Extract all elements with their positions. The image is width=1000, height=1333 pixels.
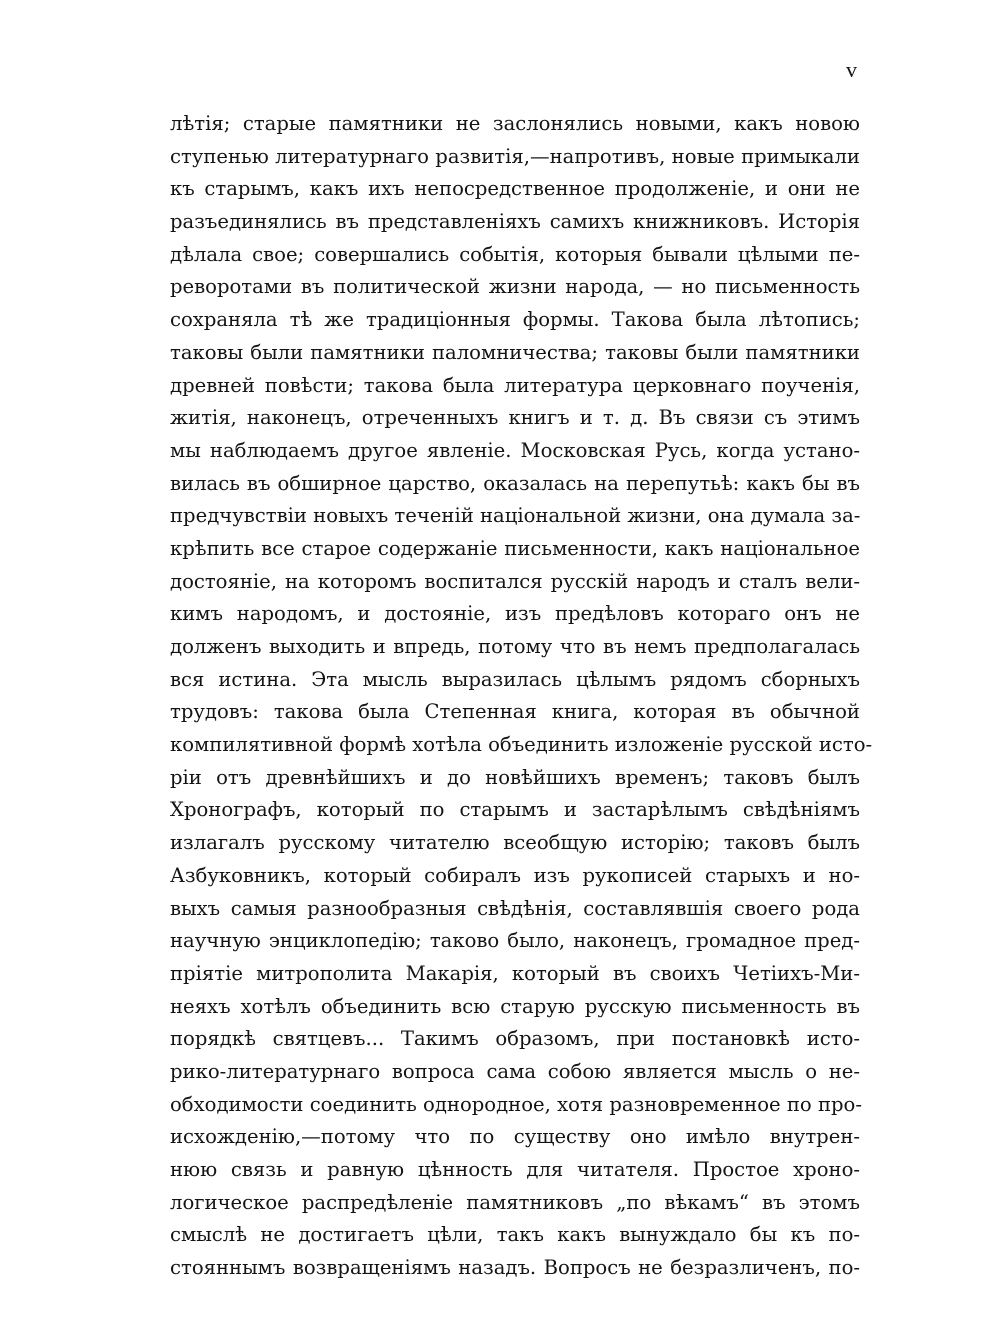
body-text	[170, 108, 873, 1285]
text-line: дѣлала свое; совершались событія, которыя бывали цѣлыми пе-	[170, 242, 860, 266]
text-line: исхожденію,—потому что по существу оно имѣло внутрен-	[170, 1125, 860, 1149]
text-line: Хронографъ, который по старымъ и застарѣлымъ свѣдѣніямъ	[170, 798, 860, 822]
text-line: достояніе, на которомъ воспитался русскій народъ и сталъ вели-	[170, 569, 860, 593]
text-line: сохраняла тѣ же традиціонныя формы. Такова была лѣтопись;	[170, 308, 860, 332]
text-line: ріи отъ древнѣйшихъ и до новѣйшихъ временъ; таковъ былъ	[170, 765, 860, 789]
text-line: разъединялись въ представленіяхъ самихъ книжниковъ. Исторія	[170, 210, 860, 234]
text-line: житія, наконецъ, отреченныхъ книгъ и т. д. Въ связи съ этимъ	[170, 406, 860, 430]
text-line: выхъ самыя разнообразныя свѣдѣнія, составлявшія своего рода	[170, 896, 860, 920]
text-line: ступенью литературнаго развитія,—напротивъ, новые примыкали	[170, 144, 860, 168]
text-line: лѣтія; старые памятники не заслонялись новыми, какъ новою	[170, 112, 860, 135]
text-line: логическое распредѣленіе памятниковъ „по вѣкамъ“ въ этомъ	[170, 1190, 860, 1214]
text-line: таковы были памятники паломничества; таковы были памятники	[170, 340, 860, 364]
text-line: научную энциклопедію; таково было, наконецъ, громадное пред-	[170, 929, 860, 953]
text-line: неяхъ хотѣлъ объединить всю старую русскую письменность въ	[170, 994, 860, 1018]
text-line: стояннымъ возвращеніямъ назадъ. Вопросъ не безразличенъ, по-	[170, 1256, 860, 1280]
text-line: къ старымъ, какъ ихъ непосредственное продолженіе, и они не	[170, 177, 860, 201]
text-line: смыслѣ не достигаетъ цѣли, такъ какъ вынуждало бы къ по-	[170, 1223, 860, 1247]
text-line: рико-литературнаго вопроса сама собою является мысль о не-	[170, 1059, 860, 1083]
text-line: вилась въ обширное царство, оказалась на перепутьѣ: какъ бы въ	[170, 471, 860, 495]
text-line: порядкѣ святцевъ... Такимъ образомъ, при постановкѣ исто-	[170, 1027, 860, 1051]
text-line: мы наблюдаемъ другое явленіе. Московская Русь, когда устано-	[170, 438, 860, 462]
text-line: вся истина. Эта мысль выразилась цѣлымъ рядомъ сборныхъ	[170, 667, 860, 691]
page-number: v	[846, 57, 857, 82]
text-line: обходимости соединить однородное, хотя разновременное по про-	[170, 1092, 862, 1116]
text-line: древней повѣсти; такова была литература церковнаго поученія,	[170, 373, 860, 397]
text-line: нюю связь и равную цѣнность для читателя. Простое хроно-	[170, 1158, 860, 1181]
text-line: крѣпить все старое содержаніе письменности, какъ національное	[170, 536, 860, 560]
text-line: пріятіе митрополита Макарія, который въ своихъ Четіихъ-Ми-	[170, 961, 860, 985]
text-line: компилятивной формѣ хотѣла объединить изложеніе русской исто-	[170, 733, 873, 757]
text-line: долженъ выходить и впредь, потому что въ немъ предполагалась	[170, 635, 860, 658]
text-line: кимъ народомъ, и достояніе, изъ предѣловъ котораго онъ не	[170, 602, 860, 626]
text-line: предчувствіи новыхъ теченій національной жизни, она думала за-	[170, 504, 861, 528]
text-line: реворотами въ политической жизни народа, — но письменность	[170, 275, 860, 299]
text-line: трудовъ: такова была Степенная книга, которая въ обычной	[170, 700, 860, 724]
text-line: излагалъ русскому читателю всеобщую исторію; таковъ былъ	[170, 831, 860, 855]
text-line: Азбуковникъ, который собиралъ изъ рукописей старыхъ и но-	[170, 863, 860, 887]
